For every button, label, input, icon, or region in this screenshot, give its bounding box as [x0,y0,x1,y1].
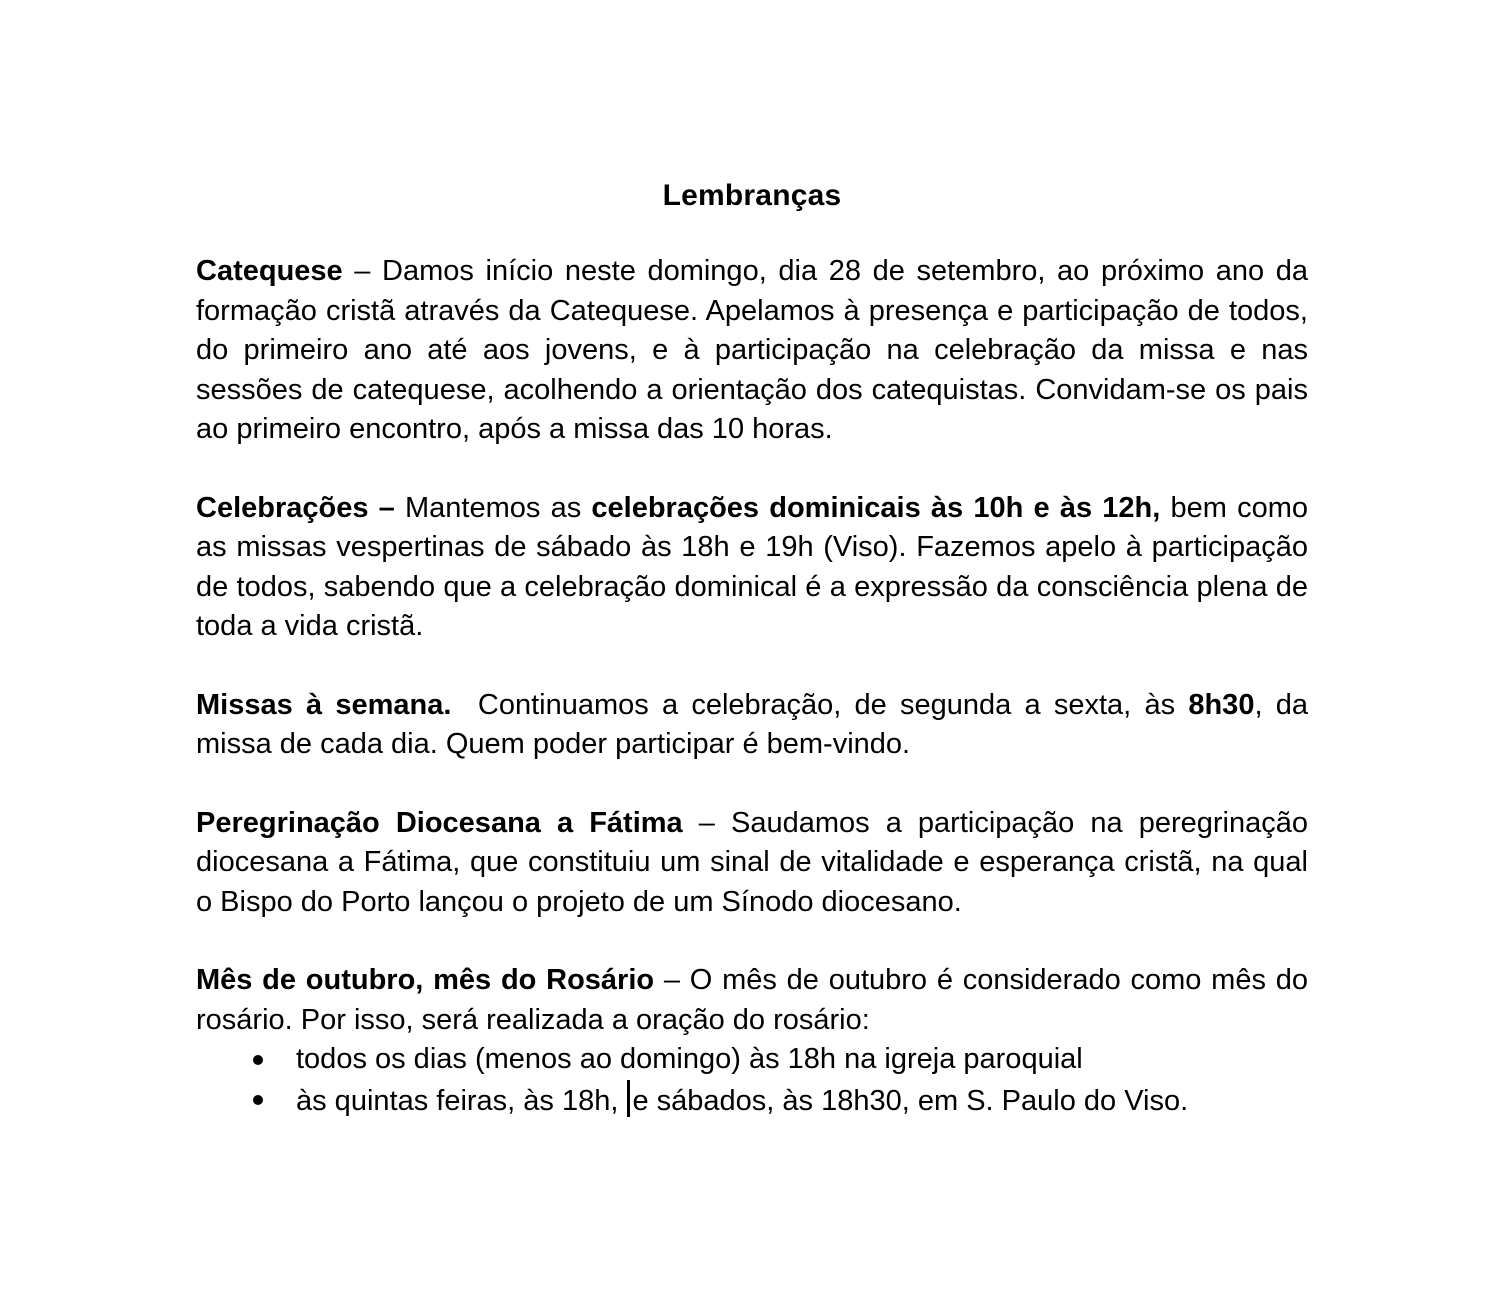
text-run: – O mês de outubro é considerado como mês do rosário. Por isso, será realizada a oração do rosário: [196,964,1308,1036]
text-run: e sábados, às 18h30, em S. Paulo do Viso. [632,1084,1189,1117]
paragraph-mes-de-outubro [196,961,1308,1040]
list-item [196,1040,1308,1080]
paragraph-catequese [196,252,1308,450]
text-run: Peregrinação Diocesana a Fátima [196,806,683,839]
text-cursor [627,1080,630,1117]
text-run: Catequese [196,255,343,287]
text-run: Mês de outubro, mês do Rosário [196,964,655,996]
text-run: – Damos início neste domingo, dia 28 de setembro, ao próximo ano da formação cristã através da Catequese. Apelamos à presença e participação de todos, do primeiro ano até aos jovens, e à participação na celebração da missa e nas sessões de catequese, acolhendo a orientação dos catequistas. Convidam-se os pais ao primeiro encontro, após a missa das 10 horas. [196,255,1308,445]
bullet-icon [253,1055,263,1065]
text-run: Missas à semana. [196,688,452,721]
list-item-text [296,1085,1188,1117]
text-run: Mantemos as [394,491,592,524]
document-text-block [196,176,1308,1121]
text-run: às quintas feiras, às 18h, [296,1084,627,1117]
text-run: 8h30 [1188,688,1255,721]
paragraph-peregrinacao-diocesana [196,804,1308,923]
text-run: , da missa de cada dia. Quem poder participar é bem-vindo. [196,688,1309,760]
text-run: – Saudamos a participação na peregrinação diocesana a Fátima, que constituiu um sinal de vitalidade e esperança cristã, na qual o Bispo do Porto lançou o projeto de um Sínodo diocesano. [196,806,1308,918]
bullet-icon [253,1095,263,1105]
text-run: Celebrações – [196,491,395,524]
text-run: celebrações dominicais às 10h e às 12h, [591,491,1161,524]
text-run: Continuamos a celebração, de segunda a sexta, às [451,688,1189,721]
list-item [196,1080,1308,1122]
list-item-text [296,1043,1083,1075]
paragraph-celebracoes [196,489,1308,647]
document-title: Lembranças [662,179,842,212]
paragraph-missas-a-semana [196,686,1308,765]
text-run: bem como as missas vespertinas de sábado às 18h e 19h (Viso). Fazemos apelo à participação de todos, sabendo que a celebração dominical é a expressão da consciência plena de toda a vida cristã. [196,491,1309,642]
bullet-list [196,1040,1308,1121]
text-run: todos os dias (menos ao domingo) às 18h na igreja paroquial [296,1043,1083,1075]
